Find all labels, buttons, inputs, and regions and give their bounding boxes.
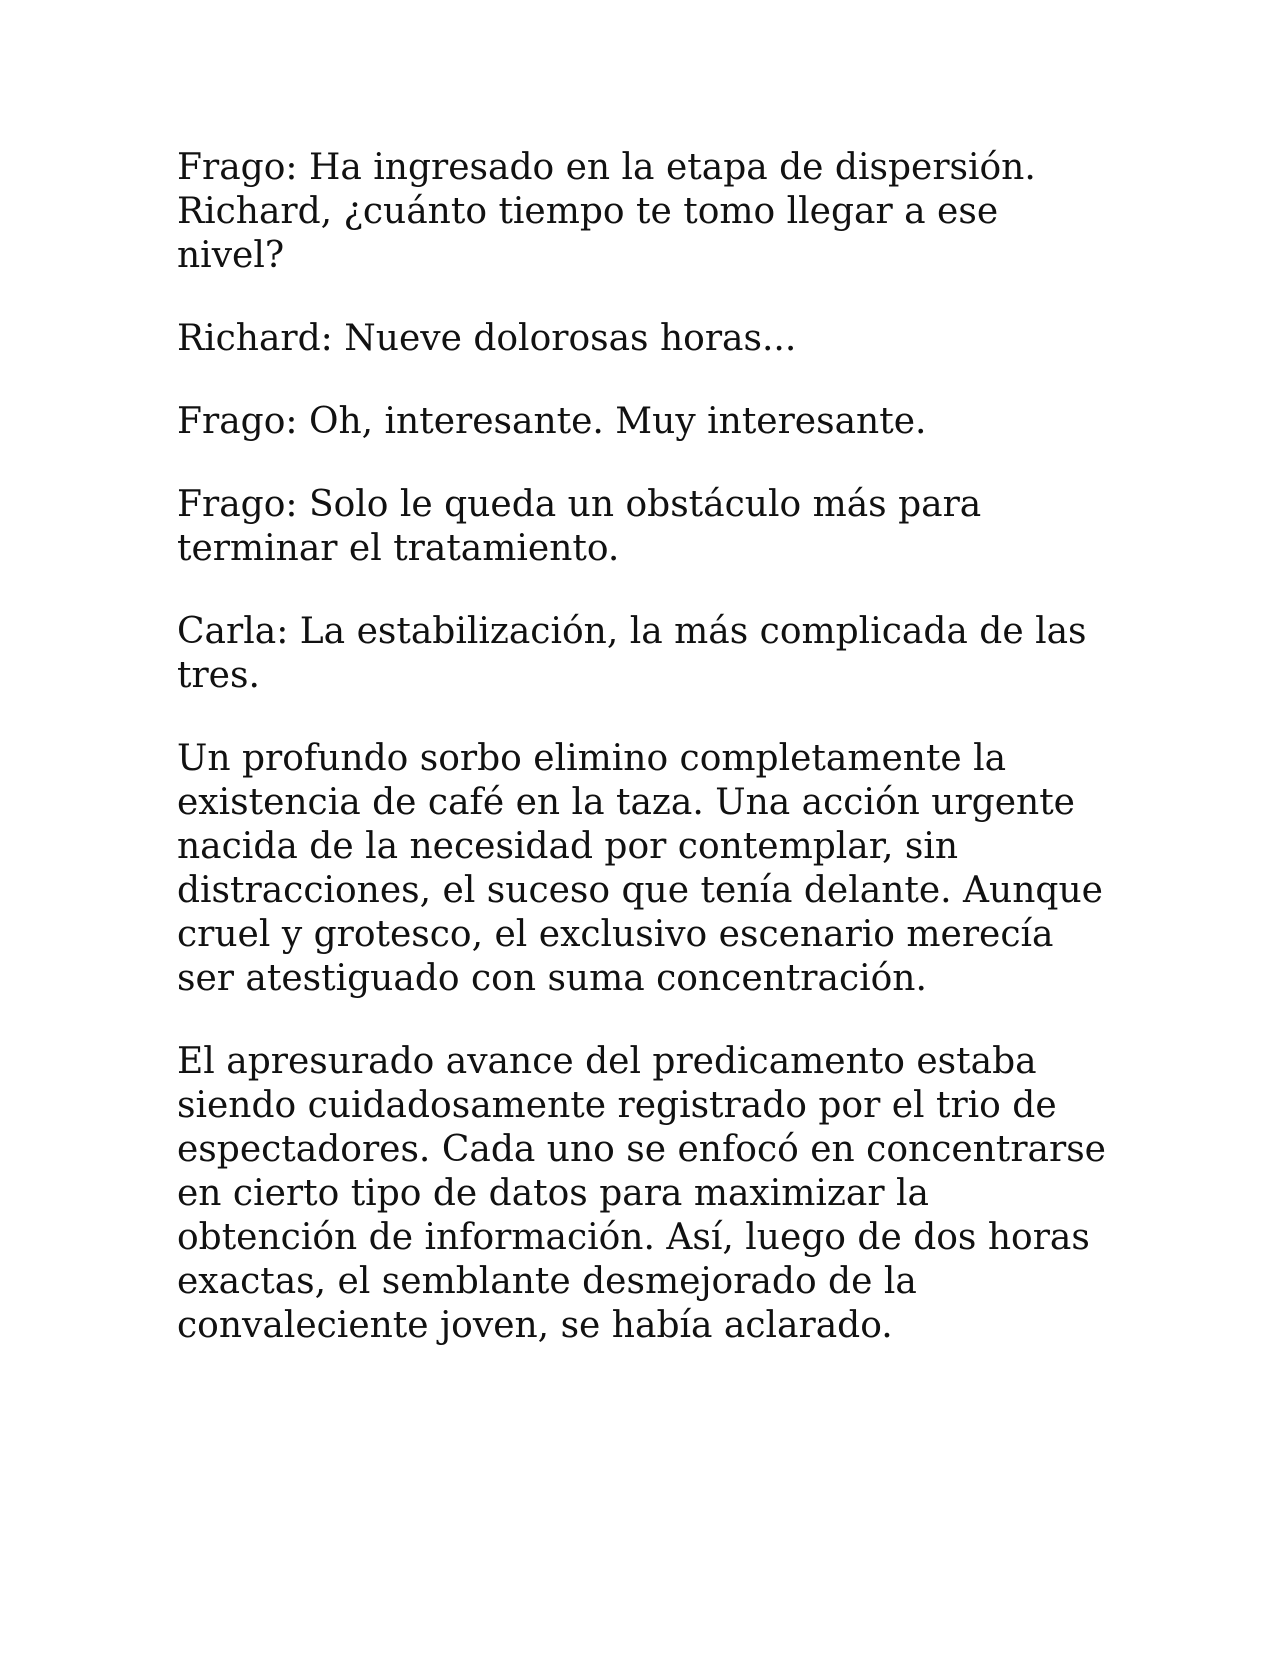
text-line: Richard, ¿cuánto tiempo te tomo llegar a ese xyxy=(177,191,999,232)
text-line: Richard: Nueve dolorosas horas... xyxy=(177,318,797,359)
text-line: en cierto tipo de datos para maximizar la xyxy=(177,1173,929,1214)
text-line: Frago: Ha ingresado en la etapa de dispersión. xyxy=(177,147,1036,188)
paragraph-frago-interesante xyxy=(177,400,1117,444)
text-line: El apresurado avance del predicamento estaba xyxy=(177,1041,1037,1082)
paragraph-richard-horas xyxy=(177,317,1117,361)
paragraph-frago-dispersion xyxy=(177,146,1117,278)
text-line: cruel y grotesco, el exclusivo escenario merecía xyxy=(177,914,1054,955)
text-line: terminar el tratamiento. xyxy=(177,528,620,569)
text-line: Un profundo sorbo elimino completamente la xyxy=(177,738,1007,779)
paragraph-frago-obstaculo xyxy=(177,483,1117,571)
text-line: Frago: Oh, interesante. Muy interesante. xyxy=(177,401,927,442)
text-line: Carla: La estabilización, la más complicada de las xyxy=(177,611,1087,652)
text-line: nacida de la necesidad por contemplar, sin xyxy=(177,826,959,867)
text-line: obtención de información. Así, luego de dos horas xyxy=(177,1217,1090,1258)
paragraph-carla-estabilizacion xyxy=(177,610,1117,698)
paragraph-predicamento xyxy=(177,1040,1117,1348)
text-line: ser atestiguado con suma concentración. xyxy=(177,958,927,999)
text-line: convaleciente joven, se había aclarado. xyxy=(177,1305,893,1346)
text-line: distracciones, el suceso que tenía delante. Aunque xyxy=(177,870,1103,911)
text-line: Frago: Solo le queda un obstáculo más para xyxy=(177,484,982,525)
document-body xyxy=(177,146,1117,1387)
paragraph-sorbo-cafe xyxy=(177,737,1117,1001)
text-line: tres. xyxy=(177,655,260,696)
text-line: siendo cuidadosamente registrado por el trio de xyxy=(177,1085,1057,1126)
text-line: existencia de café en la taza. Una acción urgente xyxy=(177,782,1075,823)
text-line: nivel? xyxy=(177,235,285,276)
text-line: espectadores. Cada uno se enfocó en concentrarse xyxy=(177,1129,1106,1170)
text-line: exactas, el semblante desmejorado de la xyxy=(177,1261,917,1302)
